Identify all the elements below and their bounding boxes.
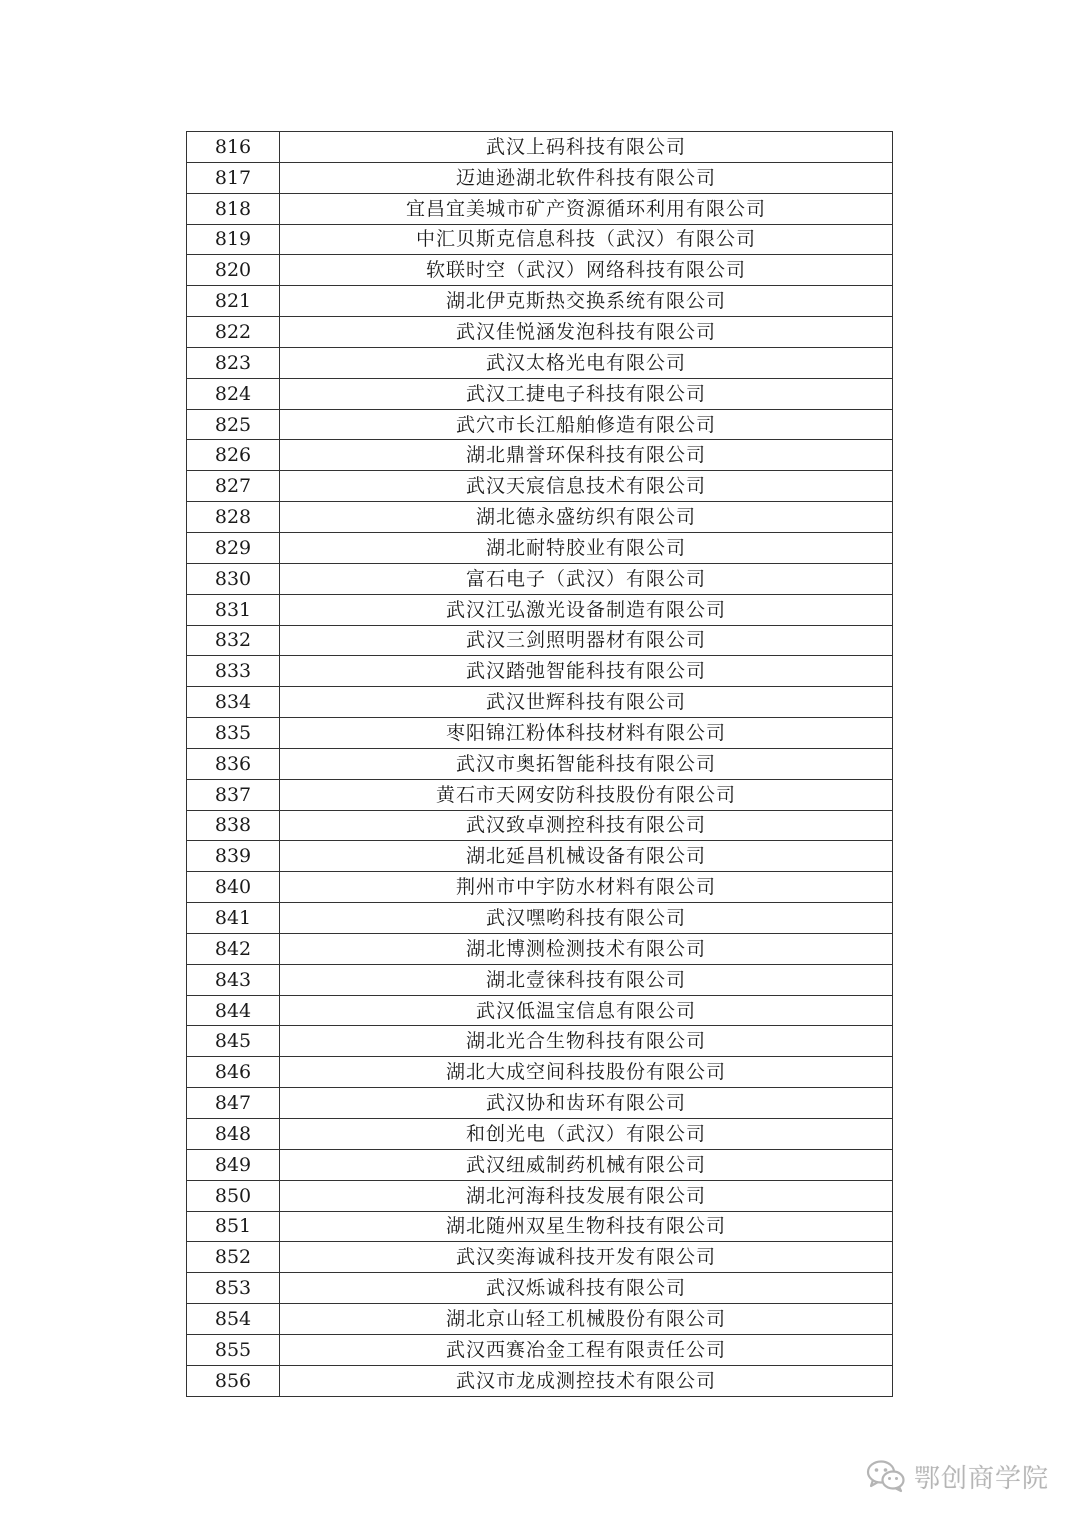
wechat-icon xyxy=(866,1458,906,1494)
row-number: 841 xyxy=(187,903,280,934)
company-name: 武汉奕海诚科技开发有限公司 xyxy=(280,1242,893,1273)
company-name: 武汉世辉科技有限公司 xyxy=(280,687,893,718)
row-number: 849 xyxy=(187,1149,280,1180)
row-number: 844 xyxy=(187,995,280,1026)
row-number: 851 xyxy=(187,1211,280,1242)
table-row xyxy=(187,1273,893,1304)
company-name: 武汉太格光电有限公司 xyxy=(280,347,893,378)
company-name: 武汉踏弛智能科技有限公司 xyxy=(280,656,893,687)
table-row xyxy=(187,748,893,779)
company-name: 湖北光合生物科技有限公司 xyxy=(280,1026,893,1057)
table-row xyxy=(187,1242,893,1273)
table-row xyxy=(187,132,893,163)
company-name: 软联时空（武汉）网络科技有限公司 xyxy=(280,255,893,286)
company-list-body xyxy=(187,132,893,1397)
company-name: 武汉嘿哟科技有限公司 xyxy=(280,903,893,934)
company-name: 黄石市天网安防科技股份有限公司 xyxy=(280,779,893,810)
table-row xyxy=(187,193,893,224)
table-row xyxy=(187,286,893,317)
row-number: 828 xyxy=(187,502,280,533)
row-number: 829 xyxy=(187,532,280,563)
company-name: 湖北耐特胶业有限公司 xyxy=(280,532,893,563)
table-row xyxy=(187,1119,893,1150)
company-name: 武汉三剑照明器材有限公司 xyxy=(280,625,893,656)
table-row xyxy=(187,1026,893,1057)
table-row xyxy=(187,409,893,440)
table-row xyxy=(187,1149,893,1180)
row-number: 846 xyxy=(187,1057,280,1088)
table-row xyxy=(187,687,893,718)
row-number: 832 xyxy=(187,625,280,656)
table-row xyxy=(187,471,893,502)
table-row xyxy=(187,964,893,995)
table-row xyxy=(187,841,893,872)
table-row xyxy=(187,933,893,964)
company-name: 湖北京山轻工机械股份有限公司 xyxy=(280,1304,893,1335)
company-name: 武汉江弘激光设备制造有限公司 xyxy=(280,594,893,625)
table-row xyxy=(187,1057,893,1088)
table-row xyxy=(187,1304,893,1335)
table-row xyxy=(187,872,893,903)
company-name: 武汉天宸信息技术有限公司 xyxy=(280,471,893,502)
company-name: 武汉市龙成测控技术有限公司 xyxy=(280,1365,893,1396)
row-number: 856 xyxy=(187,1365,280,1396)
row-number: 819 xyxy=(187,224,280,255)
table-row xyxy=(187,440,893,471)
row-number: 823 xyxy=(187,347,280,378)
row-number: 821 xyxy=(187,286,280,317)
company-name: 迈迪逊湖北软件科技有限公司 xyxy=(280,162,893,193)
company-name: 武汉佳悦涵发泡科技有限公司 xyxy=(280,317,893,348)
company-name: 和创光电（武汉）有限公司 xyxy=(280,1119,893,1150)
table-row xyxy=(187,810,893,841)
table-row xyxy=(187,1211,893,1242)
row-number: 816 xyxy=(187,132,280,163)
table-row xyxy=(187,625,893,656)
table-row xyxy=(187,1180,893,1211)
company-name: 湖北伊克斯热交换系统有限公司 xyxy=(280,286,893,317)
company-list-table xyxy=(186,131,893,1397)
row-number: 847 xyxy=(187,1088,280,1119)
company-name: 武汉致卓测控科技有限公司 xyxy=(280,810,893,841)
table-row xyxy=(187,317,893,348)
company-name: 枣阳锦江粉体科技材料有限公司 xyxy=(280,718,893,749)
table-row xyxy=(187,903,893,934)
row-number: 820 xyxy=(187,255,280,286)
table-row xyxy=(187,779,893,810)
row-number: 835 xyxy=(187,718,280,749)
company-name: 武汉工捷电子科技有限公司 xyxy=(280,378,893,409)
watermark xyxy=(866,1456,1049,1496)
row-number: 831 xyxy=(187,594,280,625)
row-number: 827 xyxy=(187,471,280,502)
row-number: 822 xyxy=(187,317,280,348)
table-row xyxy=(187,995,893,1026)
row-number: 842 xyxy=(187,933,280,964)
row-number: 852 xyxy=(187,1242,280,1273)
company-name: 湖北博测检测技术有限公司 xyxy=(280,933,893,964)
company-name: 湖北随州双星生物科技有限公司 xyxy=(280,1211,893,1242)
company-name: 湖北壹徕科技有限公司 xyxy=(280,964,893,995)
table-row xyxy=(187,594,893,625)
company-name: 武汉纽威制药机械有限公司 xyxy=(280,1149,893,1180)
table-row xyxy=(187,532,893,563)
row-number: 824 xyxy=(187,378,280,409)
table-row xyxy=(187,162,893,193)
table-row xyxy=(187,1088,893,1119)
company-name: 湖北大成空间科技股份有限公司 xyxy=(280,1057,893,1088)
company-name: 武汉市奥拓智能科技有限公司 xyxy=(280,748,893,779)
table-row xyxy=(187,718,893,749)
row-number: 833 xyxy=(187,656,280,687)
row-number: 834 xyxy=(187,687,280,718)
row-number: 850 xyxy=(187,1180,280,1211)
company-name: 湖北鼎誉环保科技有限公司 xyxy=(280,440,893,471)
row-number: 830 xyxy=(187,563,280,594)
row-number: 845 xyxy=(187,1026,280,1057)
row-number: 825 xyxy=(187,409,280,440)
company-name: 中汇贝斯克信息科技（武汉）有限公司 xyxy=(280,224,893,255)
row-number: 855 xyxy=(187,1334,280,1365)
table-row xyxy=(187,1334,893,1365)
table-row xyxy=(187,502,893,533)
row-number: 840 xyxy=(187,872,280,903)
row-number: 853 xyxy=(187,1273,280,1304)
company-name: 武汉烁诚科技有限公司 xyxy=(280,1273,893,1304)
company-name: 湖北德永盛纺织有限公司 xyxy=(280,502,893,533)
company-name: 武汉西赛冶金工程有限责任公司 xyxy=(280,1334,893,1365)
row-number: 848 xyxy=(187,1119,280,1150)
row-number: 839 xyxy=(187,841,280,872)
table-row xyxy=(187,378,893,409)
table-row xyxy=(187,656,893,687)
row-number: 837 xyxy=(187,779,280,810)
company-name: 湖北延昌机械设备有限公司 xyxy=(280,841,893,872)
row-number: 818 xyxy=(187,193,280,224)
row-number: 817 xyxy=(187,162,280,193)
company-name: 武汉低温宝信息有限公司 xyxy=(280,995,893,1026)
row-number: 836 xyxy=(187,748,280,779)
table-row xyxy=(187,255,893,286)
company-name: 宜昌宜美城市矿产资源循环利用有限公司 xyxy=(280,193,893,224)
table-row xyxy=(187,224,893,255)
watermark-text: 鄂创商学院 xyxy=(914,1463,1050,1494)
company-name: 富石电子（武汉）有限公司 xyxy=(280,563,893,594)
table-row xyxy=(187,563,893,594)
row-number: 826 xyxy=(187,440,280,471)
company-name: 武汉上码科技有限公司 xyxy=(280,132,893,163)
row-number: 843 xyxy=(187,964,280,995)
table-row xyxy=(187,1365,893,1396)
row-number: 854 xyxy=(187,1304,280,1335)
row-number: 838 xyxy=(187,810,280,841)
company-name: 武穴市长江船舶修造有限公司 xyxy=(280,409,893,440)
company-name: 荆州市中宇防水材料有限公司 xyxy=(280,872,893,903)
table-row xyxy=(187,347,893,378)
company-name: 湖北河海科技发展有限公司 xyxy=(280,1180,893,1211)
company-name: 武汉协和齿环有限公司 xyxy=(280,1088,893,1119)
